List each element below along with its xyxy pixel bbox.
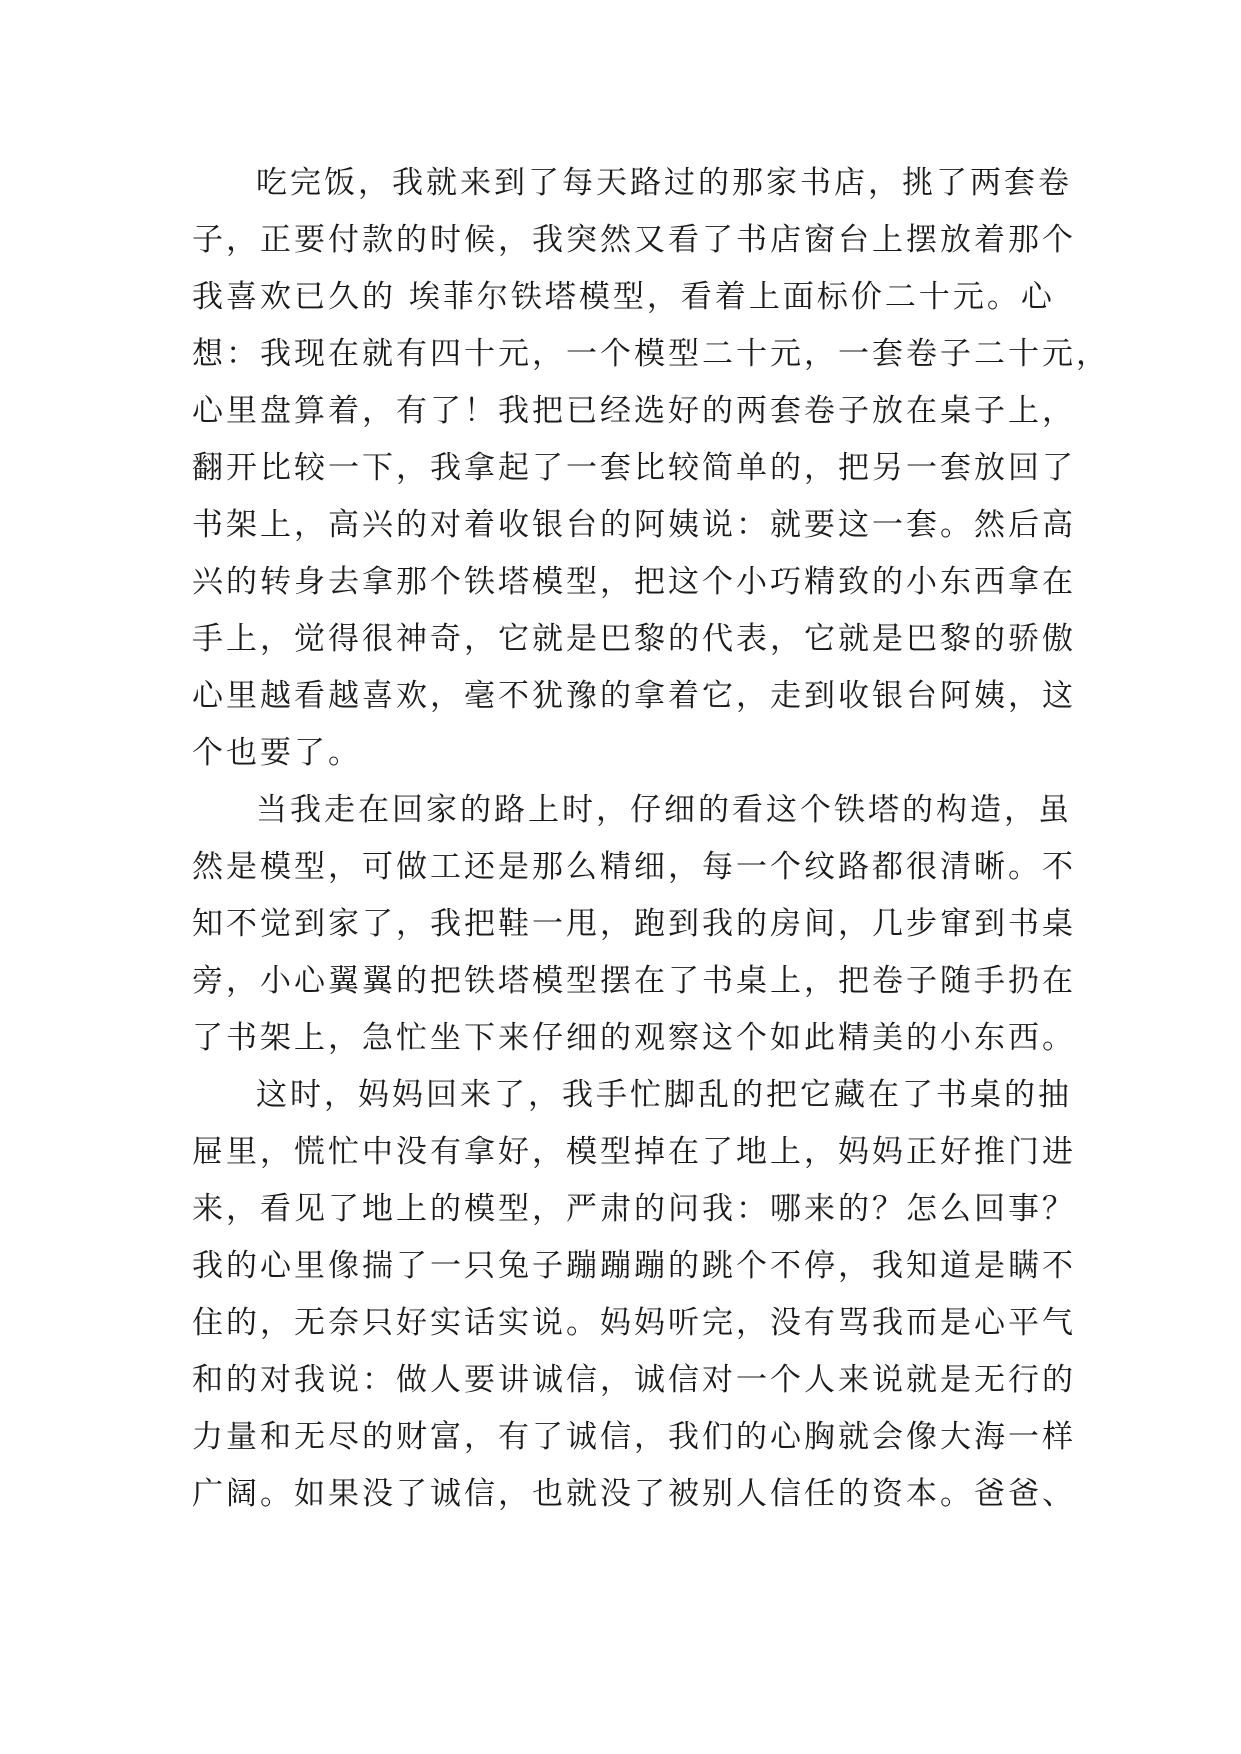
text-line: 知不觉到家了，我把鞋一甩，跑到我的房间，几步窜到书桌 — [192, 906, 1076, 942]
text-line: 心里越看越喜欢，毫不犹豫的拿着它，走到收银台阿姨，这 — [192, 678, 1076, 714]
text-line: 这时，妈妈回来了，我手忙脚乱的把它藏在了书桌的抽 — [256, 1077, 1072, 1113]
text-line: 来，看见了地上的模型，严肃的问我：哪来的？怎么回事？ — [192, 1191, 1076, 1227]
text-line: 手上，觉得很神奇，它就是巴黎的代表，它就是巴黎的骄傲 — [192, 621, 1076, 657]
text-line: 屉里，慌忙中没有拿好，模型掉在了地上，妈妈正好推门进 — [192, 1134, 1076, 1170]
text-line: 心里盘算着，有了！我把已经选好的两套卷子放在桌子上， — [192, 393, 1076, 429]
text-line: 当我走在回家的路上时，仔细的看这个铁塔的构造，虽 — [256, 792, 1072, 828]
text-line: 和的对我说：做人要讲诚信，诚信对一个人来说就是无行的 — [192, 1362, 1076, 1398]
text-line: 广阔。如果没了诚信，也就没了被别人信任的资本。爸爸、 — [192, 1476, 1076, 1512]
paragraph-2 — [192, 782, 1092, 1067]
text-line: 子，正要付款的时候，我突然又看了书店窗台上摆放着那个 — [192, 222, 1076, 258]
text-line: 力量和无尽的财富，有了诚信，我们的心胸就会像大海一样 — [192, 1419, 1076, 1455]
text-line: 吃完饭，我就来到了每天路过的那家书店，挑了两套卷 — [256, 165, 1072, 201]
paragraph-3 — [192, 1067, 1092, 1523]
text-line: 翻开比较一下，我拿起了一套比较简单的，把另一套放回了 — [192, 450, 1076, 486]
text-line: 个也要了。 — [192, 735, 362, 771]
text-line: 我的心里像揣了一只兔子蹦蹦蹦的跳个不停，我知道是瞒不 — [192, 1248, 1076, 1284]
text-line: 兴的转身去拿那个铁塔模型，把这个小巧精致的小东西拿在 — [192, 564, 1076, 600]
text-line: 住的，无奈只好实话实说。妈妈听完，没有骂我而是心平气 — [192, 1305, 1076, 1341]
text-line: 然是模型，可做工还是那么精细，每一个纹路都很清晰。不 — [192, 849, 1076, 885]
text-line: 想：我现在就有四十元，一个模型二十元，一套卷子二十元， — [192, 336, 1110, 372]
text-line: 我喜欢已久的 埃菲尔铁塔模型，看着上面标价二十元。心 — [192, 279, 1055, 315]
text-line: 旁，小心翼翼的把铁塔模型摆在了书桌上，把卷子随手扔在 — [192, 963, 1076, 999]
text-line: 书架上，高兴的对着收银台的阿姨说：就要这一套。然后高 — [192, 507, 1076, 543]
document-body — [192, 155, 1110, 1523]
paragraph-1 — [192, 155, 1110, 782]
text-line: 了书架上，急忙坐下来仔细的观察这个如此精美的小东西。 — [192, 1020, 1076, 1056]
